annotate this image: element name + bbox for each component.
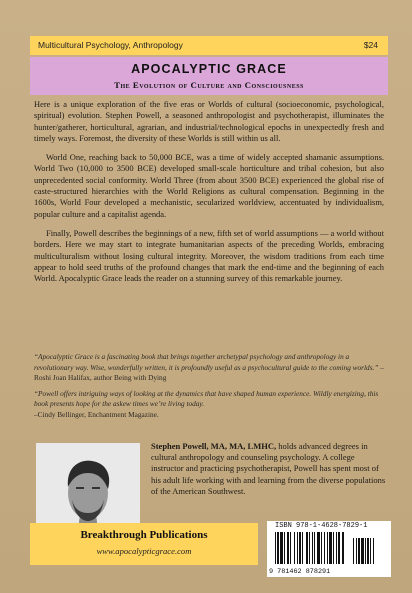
title-band (30, 57, 388, 95)
price-label: $24 (363, 40, 378, 50)
author-bio-text: holds advanced degrees in cultural anthropology and counseling psychology. A college instructor and practicing psychotherapist, Powell has spent most of his adult life working with and learning from the diverse populations of the American Southwest. (151, 441, 386, 496)
barcode (267, 521, 391, 577)
barcode-bars (273, 532, 385, 566)
endorsement-2-attribution: –Cindy Bellinger, Enchantment Magazine. (34, 409, 159, 419)
book-subtitle: The Evolution of Culture and Consciousness (114, 80, 304, 90)
endorsements (34, 352, 386, 426)
description-paragraph-1: Here is a unique exploration of the five eras or Worlds of cultural (socioeconomic, psychological, spiritual) evolution. Stephen Powell, a seasoned anthropologist and psychotherapist, illuminates the hunter/gatherer, horticultural, agrarian, and industrial/technological epochs in unexpectedly fresh and timely ways. Foremost, the diversity of these Worlds is still within us all. (34, 99, 384, 143)
category-bar (30, 36, 388, 55)
endorsement-2-text: “Powell offers intriguing ways of looking at the dynamics that have shaped human experience. Wildly energizing, this book presents hope for the askew times we’re living today. (34, 388, 379, 409)
book-title: APOCALYPTIC GRACE (131, 62, 287, 76)
isbn-label: ISBN 978-1-4628-7829-1 (275, 522, 368, 530)
description (34, 99, 384, 292)
author-bio (151, 441, 387, 497)
description-paragraph-2: World One, reaching back to 50,000 BCE, was a time of widely accepted shamanic assumptions. World Two (10,000 to 3500 BCE) developed small-scale horticulture and tribal cohesion, but also unprecedented social conformity. World Three (from about 3500 BCE) experienced the global rise of caste-structured hierarchies with the World Religions as cultural compensation. Beginning in the 1600s, World Four developed a mechanistic, secularized worldview, accentuated by individualism, popular culture and a capitalist agenda. (34, 152, 384, 219)
endorsement-1-attribution: –Roshi Joan Halifax, author Being with Dying (34, 362, 384, 383)
author-name: Stephen Powell, MA, MA, LMHC, (151, 441, 277, 451)
ean-number: 9 781462 878291 (269, 568, 331, 576)
description-paragraph-3: Finally, Powell describes the beginnings of a new, fifth set of world assumptions — a world without borders. Here we may start to integrate humanitarian aspects of the preceding Worlds, embracing multiculturalism without losing cultural integrity. Moreover, the wisdom traditions from each time appear to hold seed truths of the profound changes that mark the end-time and the beginning of each World. Apocalyptic Grace leads the reader on a stunning survey of this remarkable journey. (34, 227, 384, 284)
publisher-name: Breakthrough Publications (80, 529, 208, 541)
publisher-band (30, 523, 258, 565)
endorsement-2 (34, 389, 386, 421)
endorsement-1 (34, 352, 386, 384)
category-label: Multicultural Psychology, Anthropology (38, 40, 183, 50)
endorsement-1-text: “Apocalyptic Grace is a fascinating book that brings together archetypal psychology and anthropology in a revolutionary way. Wise, wonderfully written, it is profoundly useful as a psychocultural guide to the coming worlds.” (34, 352, 379, 372)
publisher-url: www.apocalypticgrace.com (96, 546, 192, 556)
